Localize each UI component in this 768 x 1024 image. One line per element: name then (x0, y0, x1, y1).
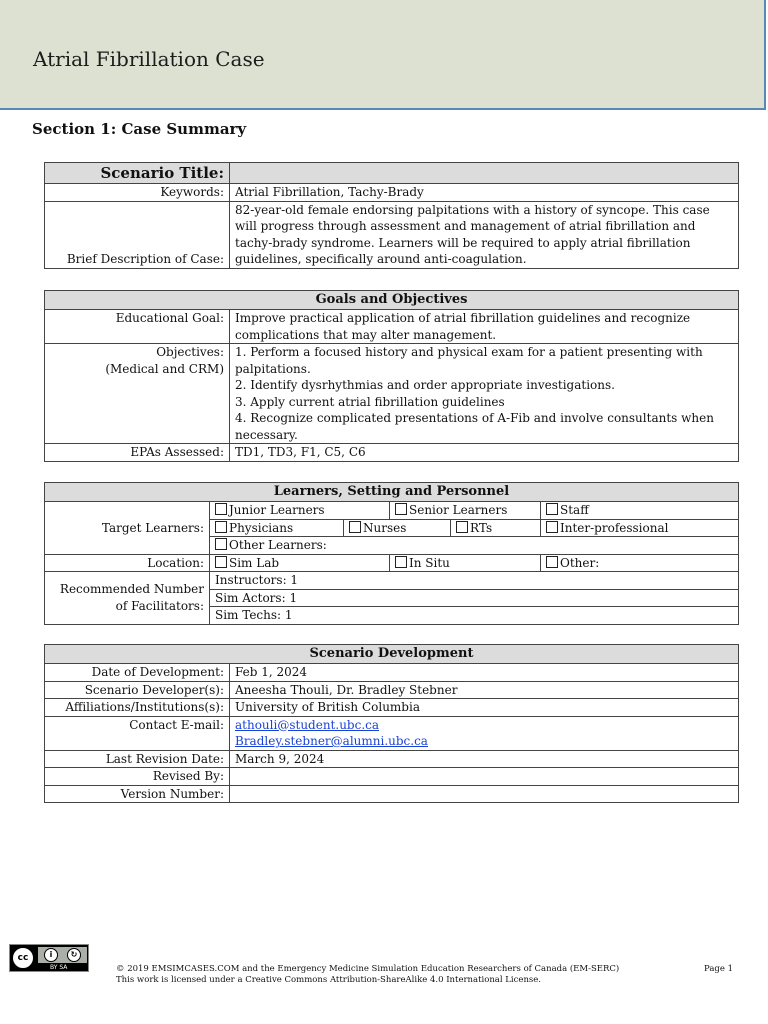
cc-icon: cc (12, 947, 34, 969)
email-label: Contact E-mail: (45, 716, 230, 750)
learners-header: Learners, Setting and Personnel (45, 483, 739, 502)
version-value (230, 785, 739, 803)
keywords-label: Keywords: (45, 184, 230, 202)
checkbox-icon[interactable] (395, 503, 407, 515)
staff-option[interactable]: Staff (541, 502, 739, 520)
educational-goal-label: Educational Goal: (45, 310, 230, 344)
instructors-count: Instructors: 1 (210, 572, 739, 590)
checkbox-icon[interactable] (546, 521, 558, 533)
goals-table (44, 290, 739, 462)
objectives-sublabel: (Medical and CRM) (105, 361, 224, 376)
sim-actors-count: Sim Actors: 1 (210, 589, 739, 607)
revised-by-value (230, 768, 739, 786)
educational-goal-value: Improve practical application of atrial fibrillation guidelines and recognize complications that may alter management. (230, 310, 739, 344)
epas-label: EPAs Assessed: (45, 444, 230, 462)
target-learners-label: Target Learners: (45, 502, 210, 555)
learners-table (44, 482, 739, 625)
other-learners-option[interactable]: Other Learners: (210, 537, 739, 555)
email-link-2[interactable]: Bradley.stebner@alumni.ubc.ca (235, 734, 428, 748)
document-header (0, 0, 766, 110)
checkbox-icon[interactable] (456, 521, 468, 533)
objectives-label: Objectives: (156, 345, 224, 359)
epas-value: TD1, TD3, F1, C5, C6 (230, 444, 739, 462)
revised-by-label: Revised By: (45, 768, 230, 786)
email-link-1[interactable]: athouli@student.ubc.ca (235, 717, 380, 732)
checkbox-icon[interactable] (215, 556, 227, 568)
scenario-table (44, 162, 739, 269)
revision-value: March 9, 2024 (230, 750, 739, 768)
checkbox-icon[interactable] (215, 503, 227, 515)
affiliations-value: University of British Columbia (230, 699, 739, 717)
goals-header: Goals and Objectives (45, 291, 739, 310)
date-value: Feb 1, 2024 (230, 664, 739, 682)
checkbox-icon[interactable] (395, 556, 407, 568)
senior-learners-option[interactable]: Senior Learners (390, 502, 541, 520)
description-value: 82-year-old female endorsing palpitations with a history of syncope. This case will progress through assessment and management of atrial fibrillation and tachy-brady syndrome. Learners will be required to apply atrial fibrillation guidelines, specifically around anti-coagulation. (230, 201, 739, 268)
inter-professional-option[interactable]: Inter-professional (541, 519, 739, 537)
developers-label: Scenario Developer(s): (45, 681, 230, 699)
keywords-value: Atrial Fibrillation, Tachy-Brady (230, 184, 739, 202)
objective-item: 4. Recognize complicated presentations of A-Fib and involve consultants when necessary. (235, 411, 714, 442)
sim-lab-option[interactable]: Sim Lab (210, 554, 390, 572)
checkbox-icon[interactable] (215, 538, 227, 550)
objective-item: 2. Identify dysrhythmias and order appropriate investigations. (235, 378, 615, 392)
nurses-option[interactable]: Nurses (344, 519, 451, 537)
scenario-title-value (230, 163, 739, 184)
development-table (44, 644, 739, 803)
date-label: Date of Development: (45, 664, 230, 682)
objective-item: 1. Perform a focused history and physical exam for a patient presenting with palpitations. (235, 345, 703, 376)
development-header: Scenario Development (45, 645, 739, 664)
facilitators-label: Recommended Number of Facilitators: (45, 572, 210, 625)
objective-item: 3. Apply current atrial fibrillation guidelines (235, 394, 505, 409)
objectives-list (230, 344, 739, 444)
section-title: Section 1: Case Summary (32, 120, 247, 138)
developers-value: Aneesha Thouli, Dr. Bradley Stebner (230, 681, 739, 699)
description-label: Brief Description of Case: (45, 201, 230, 268)
physicians-option[interactable]: Physicians (210, 519, 344, 537)
scenario-title-label: Scenario Title: (45, 163, 230, 184)
footer-copyright: © 2019 EMSIMCASES.COM and the Emergency Medicine Simulation Education Researchers of Canada (EM-SERC) This work is licensed under a Creative Commons Attribution-ShareAlike 4.0 International License. (116, 964, 620, 985)
sim-techs-count: Sim Techs: 1 (210, 607, 739, 625)
share-alike-icon: ↻ (67, 948, 81, 962)
document-title: Atrial Fibrillation Case (33, 47, 265, 71)
page-number: Page 1 (704, 964, 733, 974)
affiliations-label: Affiliations/Institutions(s): (45, 699, 230, 717)
creative-commons-logo (9, 944, 89, 972)
attribution-icon: i (44, 948, 58, 962)
location-label: Location: (45, 554, 210, 572)
junior-learners-option[interactable]: Junior Learners (210, 502, 390, 520)
checkbox-icon[interactable] (349, 521, 361, 533)
checkbox-icon[interactable] (546, 556, 558, 568)
version-label: Version Number: (45, 785, 230, 803)
checkbox-icon[interactable] (546, 503, 558, 515)
email-values (230, 716, 739, 750)
revision-label: Last Revision Date: (45, 750, 230, 768)
objectives-label-cell (45, 344, 230, 444)
checkbox-icon[interactable] (215, 521, 227, 533)
logo-label: BY SA (50, 964, 68, 971)
rts-option[interactable]: RTs (451, 519, 541, 537)
in-situ-option[interactable]: In Situ (390, 554, 541, 572)
other-location-option[interactable]: Other: (541, 554, 739, 572)
